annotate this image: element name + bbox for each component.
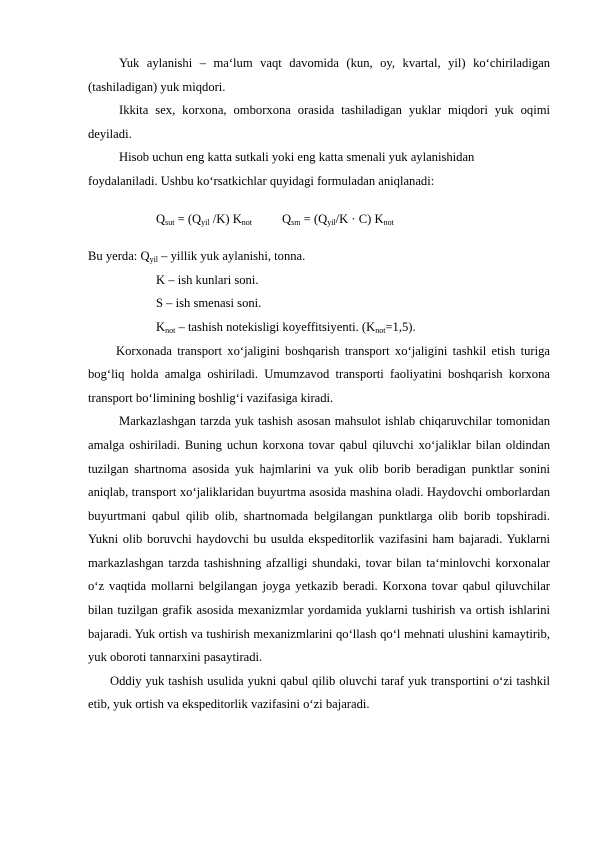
formula-daily: $Q_{sut} = (Q_{yil}$ /K) $K_{not}$ bbox=[156, 211, 253, 227]
paragraph-transport-management: Korxonada transport xo‘jaligini boshqarish transport xo‘jaligini tashkil etish turiga bog‘liq holda amalga oshiriladi. Umumzavod transporti faoliyatini boshqarish korxona transport bo‘limining boshlig‘i vazifasiga kiradi. bbox=[88, 343, 550, 405]
paragraph-cargo-turnover: Yuk aylanishi – ma‘lum vaqt davomida (kun, oy, kvartal, yil) ko‘chiriladigan (tashiladigan) yuk miqdori. bbox=[88, 56, 550, 94]
formula-shift: $Q_{sm} = (Q_{yil}/K \cdot C)$ $K_{not}$ bbox=[282, 211, 394, 227]
paragraph-simple-transport: Oddiy yuk tashish usulida yukni qabul qilib oluvchi taraf yuk transportini o‘zi tashkil etib, yuk ortish va ekspeditorlik vazifasini o‘zi bajaradi. bbox=[88, 673, 550, 712]
definition-s: S – ish smenasi soni. bbox=[156, 296, 262, 311]
formula-line bbox=[88, 208, 550, 232]
document-page bbox=[88, 52, 550, 717]
definition-k: K – ish kunlari soni. bbox=[156, 272, 259, 287]
paragraph-calculation-line2: foydalaniladi. Ushbu ko‘rsatkichlar quyidagi formuladan aniqlanadi: bbox=[88, 173, 435, 188]
definition-knot: $K_{not}$ – tashish notekisligi koyeffitsiyenti. $(K_{not}=1,5)$. bbox=[156, 319, 416, 335]
paragraph-centralized-transport: Markazlashgan tarzda yuk tashish asosan mahsulot ishlab chiqaruvchilar tomonidan amalga oshiriladi. Buning uchun korxona tovar qabul qiluvchi xo‘jaliklar bilan oldindan tuzilgan shartnoma asosida yuk hajmlarini va yuk olib borib beradigan punktlar sonini aniqlab, transport xo‘jaliklaridan buyurtma asosida mashina oladi. Haydovchi omborlardan buyurtmani qabul qilib olib, shartnomada belgilangan punktlarga olib borib topshiradi. Yukni olib boruvchi haydovchi bu usulda ekspeditorlik vazifasini ham bajaradi. Yuklarni markazlashgan tarzda tashishning afzalligi shundaki, tovar bilan ta‘minlovchi korxonalar o‘z vaqtida mollarni belgilangan joyga yetkazib beradi. Korxona tovar qabul qiluvchilar bilan tuzilgan grafik asosida mexanizmlar yordamida yuklarni tushirish va ortish ishlarini bajaradi. Yuk ortish va tushirish mexanizmlarini qo‘llash qo‘l mehnati ulushini kamaytirib, yuk oboroti tannarxini pasaytiradi. bbox=[88, 414, 550, 665]
paragraph-cargo-flow: Ikkita sex, korxona, omborxona orasida tashiladigan yuklar miqdori yuk oqimi deyiladi. bbox=[88, 103, 550, 141]
paragraph-calculation-line1: Hisob uchun eng katta sutkali yoki eng katta smenali yuk aylanishidan bbox=[119, 150, 475, 165]
definition-intro: Bu yerda: $Q_{yil}$ – yillik yuk aylanishi, tonna. bbox=[88, 249, 306, 265]
